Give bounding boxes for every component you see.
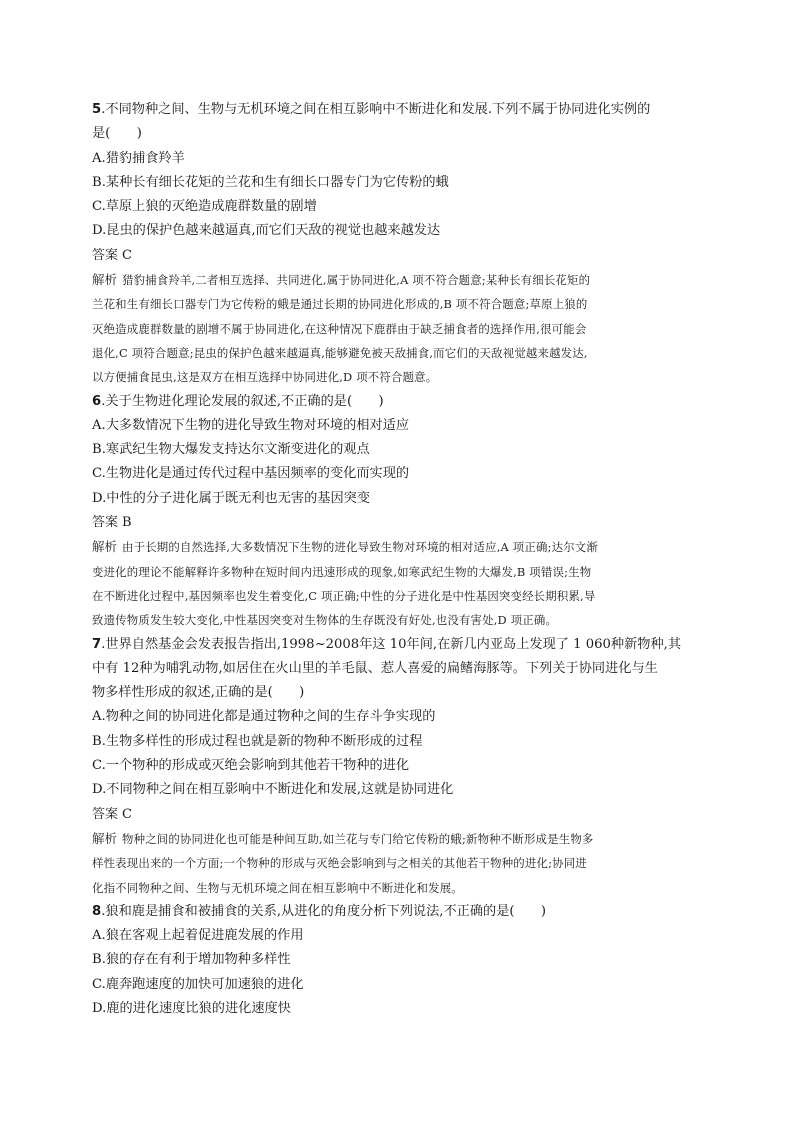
question-number: 8 — [92, 903, 102, 919]
question-stem-text: .关于生物进化理论发展的叙述,不正确的是( ) — [101, 393, 384, 409]
explanation-text: 猎豹捕食羚羊,二者相互选择、共同进化,属于协同进化,A 项不符合题意;某种长有细长花矩的 — [122, 273, 591, 288]
question-stem-text: .世界自然基金会发表报告指出,1998~2008年这 10年间,在新几内亚岛上发现了 1 060种新物种,其 — [101, 636, 682, 652]
explanation-line: 以方便捕食昆虫,这是双方在相互选择中协同进化,D 项不符合题意。 — [92, 370, 438, 385]
answer-value: B — [122, 515, 132, 531]
explanation-text: 物种之间的协同进化也可能是种间互助,如兰花与专门给它传粉的蛾;新物种不断形成是生物多 — [122, 831, 594, 846]
question-stem-text: .不同物种之间、生物与无机环境之间在相互影响中不断进化和发展.下列不属于协同进化实例的 — [101, 102, 651, 117]
explanation-text: 由于长期的自然选择,大多数情况下生物的进化导致生物对环境的相对适应,A 项正确;达尔文渐 — [122, 540, 598, 555]
question-8 — [92, 900, 706, 1021]
answer-line — [92, 511, 706, 535]
answer-label: 答案 — [92, 247, 119, 263]
explanation-line: 致遗传物质发生较大变化,中性基因突变对生物体的生存既没有好处,也没有害处,D 项正确。 — [92, 613, 558, 628]
option-d: D.中性的分子进化属于既无利也无害的基因突变 — [92, 490, 371, 506]
question-list — [92, 98, 706, 1021]
option-c: C.生物进化是通过传代过程中基因频率的变化而实现的 — [92, 466, 410, 482]
answer-line — [92, 244, 706, 268]
explanation-line: 变进化的理论不能解释许多物种在短时间内迅速形成的现象,如寒武纪生物的大爆发,B 项错误;生物 — [92, 564, 592, 579]
option-d: D.不同物种之间在相互影响中不断进化和发展,这就是协同进化 — [92, 782, 454, 798]
explanation-line — [92, 268, 706, 292]
question-6 — [92, 390, 706, 633]
option-b: B.狼的存在有利于增加物种多样性 — [92, 952, 291, 968]
question-number: 6 — [92, 393, 102, 409]
option-c: C.鹿奔跑速度的加快可加速狼的进化 — [92, 976, 304, 992]
answer-label: 答案 — [92, 806, 119, 822]
option-d: D.昆虫的保护色越来越逼真,而它们天敌的视觉也越来越发达 — [92, 223, 441, 239]
option-c: C.一个物种的形成或灭绝会影响到其他若干物种的进化 — [92, 758, 410, 774]
answer-line — [92, 803, 706, 827]
question-number: 7 — [92, 636, 102, 652]
answer-value: C — [122, 247, 132, 263]
option-b: B.寒武纪生物大爆发支持达尔文渐变进化的观点 — [92, 442, 370, 458]
question-5 — [92, 98, 706, 390]
answer-value: C — [122, 806, 132, 822]
question-7 — [92, 633, 706, 900]
question-stem-line: 中有 12种为哺乳动物,如居住在火山里的羊毛鼠、惹人喜爱的扁鳍海豚等。下列关于协同进化与生 — [92, 660, 658, 676]
option-a: A.物种之间的协同进化都是通过物种之间的生存斗争实现的 — [92, 709, 436, 725]
explanation-line: 化指不同物种之间、生物与无机环境之间在相互影响中不断进化和发展。 — [92, 880, 463, 895]
option-d: D.鹿的进化速度比狼的进化速度快 — [92, 1000, 291, 1016]
option-b: B.某种长有细长花矩的兰花和生有细长口器专门为它传粉的蛾 — [92, 174, 449, 190]
question-stem-line — [92, 900, 706, 924]
question-stem-line — [92, 390, 706, 414]
question-stem-text: .狼和鹿是捕食和被捕食的关系,从进化的角度分析下列说法,不正确的是( ) — [101, 903, 547, 919]
option-a: A.大多数情况下生物的进化导致生物对环境的相对适应 — [92, 417, 410, 433]
explanation-label: 解析 — [92, 830, 118, 846]
question-stem-line — [92, 633, 706, 657]
explanation-line: 在不断进化过程中,基因频率也发生着变化,C 项正确;中性的分子进化是中性基因突变经长期积累,导 — [92, 588, 596, 603]
option-a: A.狼在客观上起着促进鹿发展的作用 — [92, 928, 304, 944]
explanation-line — [92, 827, 706, 851]
explanation-line: 兰花和生有细长口器专门为它传粉的蛾是通过长期的协同进化形成的,B 项不符合题意;草原上狼的 — [92, 297, 588, 312]
explanation-line: 灭绝造成鹿群数量的剧增不属于协同进化,在这种情况下鹿群由于缺乏捕食者的选择作用,很可能会 — [92, 321, 587, 336]
option-c: C.草原上狼的灭绝造成鹿群数量的剧增 — [92, 199, 317, 215]
question-stem-line: 物多样性形成的叙述,正确的是( ) — [92, 685, 305, 701]
explanation-line: 样性表现出来的一个方面;一个物种的形成与灭绝会影响到与之相关的其他若干物种的进化;协同进 — [92, 856, 587, 871]
option-b: B.生物多样性的形成过程也就是新的物种不断形成的过程 — [92, 733, 423, 749]
question-stem-line — [92, 98, 706, 122]
explanation-line — [92, 535, 706, 559]
explanation-label: 解析 — [92, 272, 118, 288]
question-stem-line: 是( ) — [92, 126, 142, 142]
question-number: 5 — [92, 102, 102, 117]
explanation-label: 解析 — [92, 539, 118, 555]
option-a: A.猎豹捕食羚羊 — [92, 150, 185, 166]
answer-label: 答案 — [92, 515, 119, 531]
explanation-line: 退化,C 项符合题意;昆虫的保护色越来越逼真,能够避免被天敌捕食,而它们的天敌视觉越来越发达, — [92, 345, 588, 360]
